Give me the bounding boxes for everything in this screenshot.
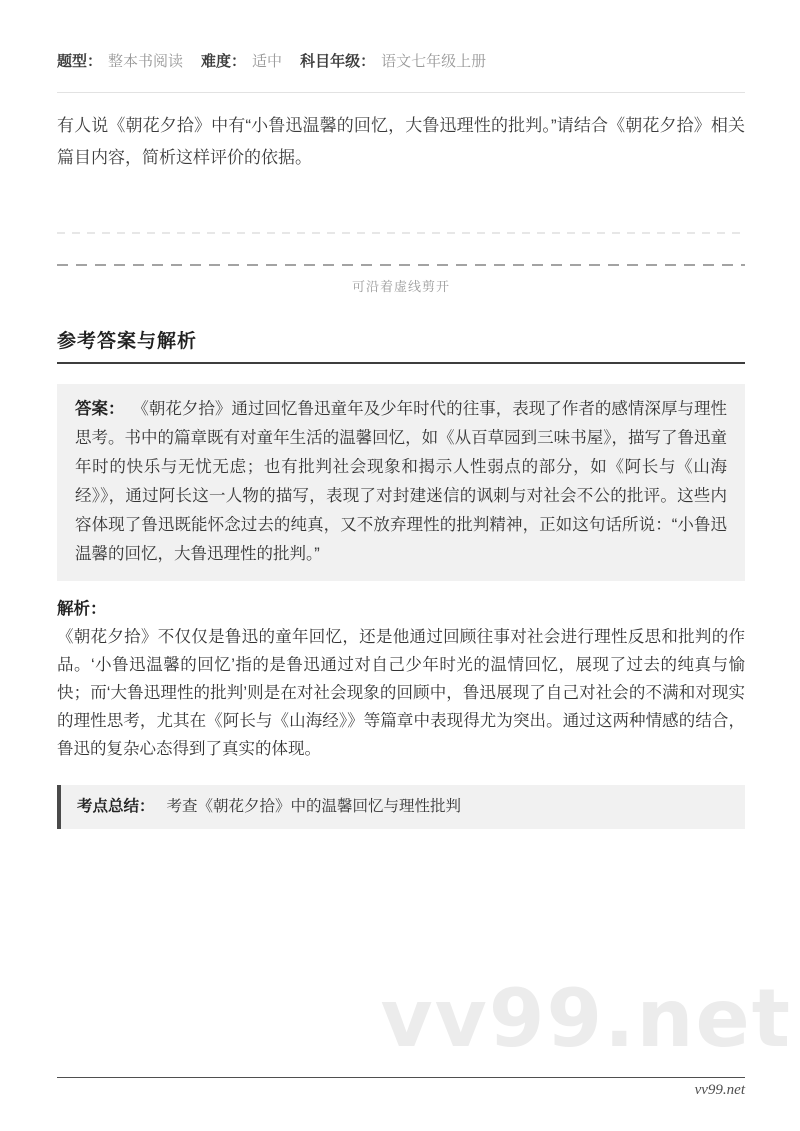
- meta-divider: [57, 92, 745, 93]
- answer-section-header: 参考答案与解析: [57, 326, 745, 364]
- watermark-text: vv99.net: [380, 972, 792, 1065]
- cut-dashed-line-light: [57, 232, 745, 234]
- cut-hint-text: 可沿着虚线剪开: [351, 279, 450, 294]
- meta-type-label: 题型：: [57, 53, 103, 70]
- footer-divider: [57, 1077, 745, 1078]
- answer-label: 答案：: [75, 400, 125, 418]
- meta-difficulty-label: 难度：: [201, 53, 247, 70]
- keypoint-text: 考查《朝花夕拾》中的温馨回忆与理性批判: [166, 798, 462, 815]
- question-meta: [57, 52, 745, 72]
- cut-dashed-line-dark: [57, 264, 745, 266]
- analysis-label: 解析：: [57, 600, 107, 618]
- answer-box: [57, 384, 745, 581]
- question-text: 有人说《朝花夕拾》中有“小鲁迅温馨的回忆，大鲁迅理性的批判。”请结合《朝花夕拾》相关篇目内容，简析这样评价的依据。: [57, 116, 745, 167]
- meta-grade-label: 科目年级：: [300, 53, 376, 70]
- page-footer: [57, 1077, 745, 1099]
- answer-text: 《朝花夕拾》通过回忆鲁迅童年及少年时代的往事，表现了作者的感情深厚与理性思考。书中的篇章既有对童年生活的温馨回忆，如《从百草园到三味书屋》，描写了鲁迅童年时的快乐与无忧无虑；也有批判社会现象和揭示人性弱点的部分，如《阿长与《山海经》》，通过阿长这一人物的描写，表现了对封建迷信的讽刺与对社会不公的批评。这些内容体现了鲁迅既能怀念过去的纯真，又不放弃理性的批判精神，正如这句话所说：“小鲁迅温馨的回忆，大鲁迅理性的批判。”: [75, 400, 728, 563]
- analysis-text: 《朝花夕拾》不仅仅是鲁迅的童年回忆，还是他通过回顾往事对社会进行理性反思和批判的作品。‘小鲁迅温馨的回忆’指的是鲁迅通过对自己少年时光的温情回忆，展现了过去的纯真与愉快；而‘大鲁迅理性的批判’则是在对社会现象的回顾中，鲁迅展现了自己对社会的不满和对现实的理性思考，尤其在《阿长与《山海经》》等篇章中表现得尤为突出。通过这两种情感的结合，鲁迅的复杂心态得到了真实的体现。: [57, 628, 745, 758]
- meta-grade-value: 语文七年级上册: [381, 53, 487, 70]
- keypoint-label: 考点总结：: [77, 798, 155, 815]
- meta-difficulty-value: 适中: [252, 53, 283, 70]
- keypoint-summary-box: [57, 785, 745, 829]
- meta-type-value: 整本书阅读: [108, 53, 184, 70]
- footer-site-text: vv99.net: [694, 1082, 745, 1098]
